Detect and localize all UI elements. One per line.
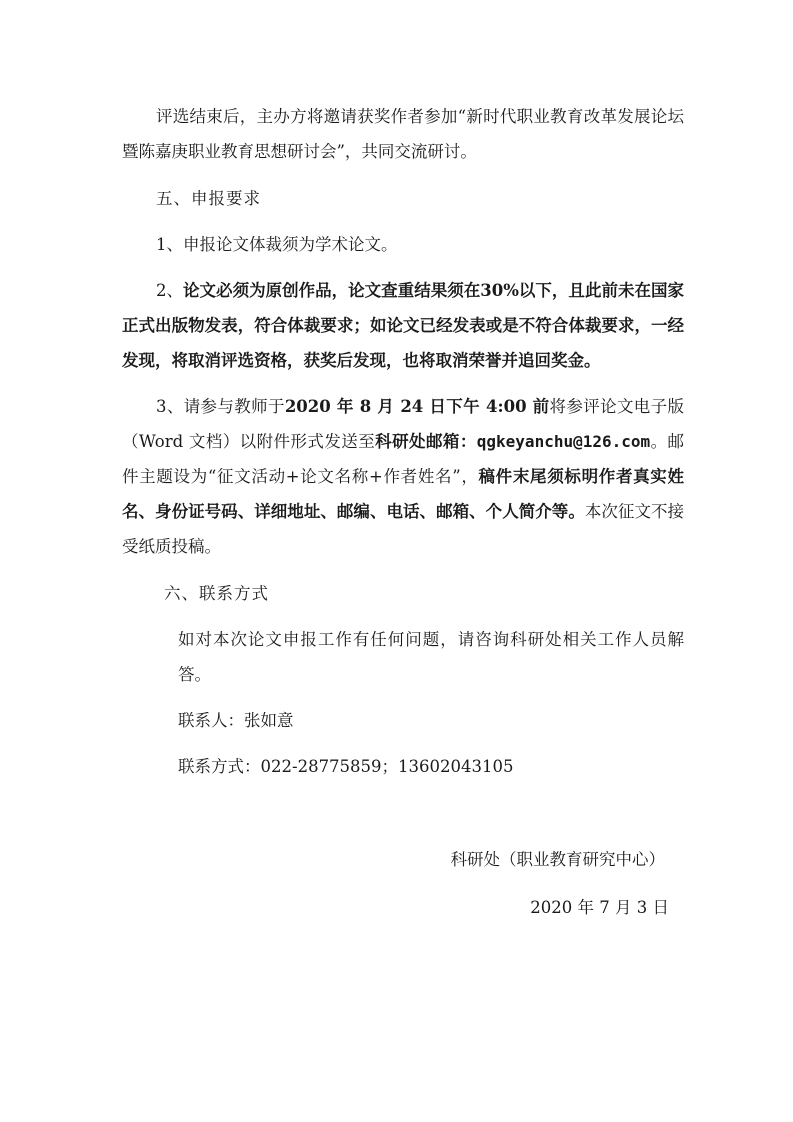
document-body — [122, 99, 684, 784]
closing-event-paragraph: 评选结束后，主办方将邀请获奖作者参加“新时代职业教育改革发展论坛暨陈嘉庚职业教育思想研讨会”，共同交流研讨。 — [122, 107, 684, 161]
requirement-item-3-subject: 。邮件主题设为“征文活动+论文名称+作者姓名”， — [122, 432, 685, 486]
requirement-item-2-text: 论文必须为原创作品，论文查重结果须在30%以下，且此前未在国家正式出版物发表，符合体裁要求；如论文已经发表或是不符合体裁要求，一经发现，将取消评选资格，获奖后发现，也将取消荣誉并追回奖金。 — [122, 281, 685, 370]
issue-date: 2020 年 7 月 3 日 — [530, 898, 669, 917]
contact-phone: 联系方式：022-28775859；13602043105 — [178, 757, 514, 776]
submission-deadline: 2020 年 8 月 24 日下午 4:00 前 — [284, 397, 550, 416]
contact-intro-paragraph: 如对本次论文申报工作有任何问题，请咨询科研处相关工作人员解答。 — [178, 630, 684, 684]
requirement-item-3 — [122, 389, 684, 564]
requirement-item-3-lead: 3、请参与教师于 — [156, 397, 285, 416]
requirement-item-2 — [122, 273, 684, 378]
requirement-item-1: 1、申报论文体裁须为学术论文。 — [156, 235, 398, 254]
no-paper-notice: 本次征文不接受纸质投稿。 — [122, 502, 685, 556]
contact-person: 联系人：张如意 — [178, 711, 294, 730]
requirement-item-2-number: 2、 — [156, 281, 184, 300]
issuing-office: 科研处（职业教育研究中心） — [450, 850, 665, 869]
email-label: 科研处邮箱： — [375, 432, 477, 451]
submission-email: qgkeyanchu@126.com — [476, 432, 651, 451]
section-heading-contact: 六、联系方式 — [164, 584, 269, 603]
author-info-requirement: 稿件末尾须标明作者真实姓名、身份证号码、详细地址、邮编、电话、邮箱、个人简介等。 — [122, 467, 684, 521]
section-heading-requirements: 五、申报要求 — [156, 189, 261, 208]
requirement-item-3-submit: 将参评论文电子版（Word 文档）以附件形式发送至 — [122, 397, 685, 451]
